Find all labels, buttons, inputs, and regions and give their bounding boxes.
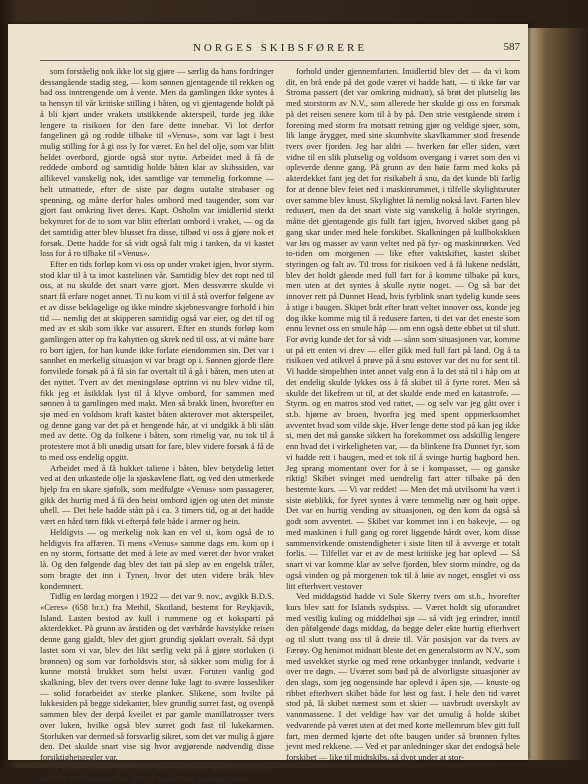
- paragraph: Tidlig en lørdag morgen i 1922 — det var 9. nov., avgikk B.D.S. «Ceres» (658 br.t.) fra Methil, Skotland, bestemt for Reykjavik, Island. Lasten bestod av kull i rummene og et kokspartí på akterdekket. På grunn av årstiden og det værhårde havstykke reisen denne gang gjaldt, blev det gjort grundig sjøklart overalt. Så dypt lastet som vi var, blev det likt særlig vekt på å gjøre storluken (i brønnen) og som var forholdsvis stor, så sikker som mulig for å kunne motstå brukket som helst uvær. Foruten vanlig god skalkning, blev det tvers over denne luke lagt to svære lossesliker — solid forarbeidet av sterke planker. Slikene, som hvilte på lukkesiden på begge sidekanter, blev grundig surret fast, og ovenpå sammen blev der derpå kveilet et par gamle manillatrosser tvers over luken, hvilke også blev surret godt fast til lukekarmen. Storluken var dermed så forsvarlig sikret, som det var mulig å gjøre den. Det skulde snart vise sig hvor avgjørende nødvendig disse forsiktighetsregler var.: [40, 591, 274, 762]
- paragraph: Efter en tids forløp kom vi oss op under vraket igjen, hvor styrm. stod klar til å ta imot kastelinen vår. Samtidig blev det ropt ned til oss, at nu skulde det snart være gjort. Men dessværre skulde vi snart få erfare noget annet. Ti nu kom vi til å stå overfor følgene av et av disse beklagelige og ikke mindre skjebnesvangre forhold i hin tid — nemlig det at skipperen samtidig også var eier, og det til og med av et skib som ikke var assurert. Efter en stunds forløp kom gamlingen atter op fra kahytten og skrek ned til oss, at vi måtte bare ro bort igjen, for han kunde ikke forlate eiendommen sin. Det var i sannhet en merkelig situasjon vi var bragt op i. Sønnen gjorde flere fortvilede forsøk på å få sin far overtalt til å gå i båten, men uten at det nyttet. Tvert av det meningsløse optrinn vi nu blev vidne til, fikk jeg et åsikklak lyst til å klyve ombord, for sammen med sønnen å ta gamlingen med makt. Men så brakk linen, hvorefter en sjø med en voldsom kraft kastet båten akterover mot akterspeilet, og denne gang var det på et hengende hår, at vi undgikk å bli slått med av dette. Og da folkene i båten, som rimelig var, nu tok til å protestere mot å bli unødig utsatt for fare, blev videre forsøk å få de to med oss endelig opgitt.: [40, 258, 274, 462]
- left-column: [40, 66, 274, 784]
- running-title: NORGES SKIBSFØRERE: [192, 42, 368, 54]
- paragraph: Heldigvis — og merkelig nok kan en vel si, kom også de to heldigvis fra affæren. Ti mens «Venus» samme dags em. kom op i en ny storm, fortsatte det med å lete av med været der hvor vraket lå. Og den følgende dag blev det tatt på slep av en engelsk tråler, som bragte det inn i Tynen, hvor det uten videre bråk blev kondemnert.: [40, 526, 274, 591]
- paragraph: som forståelig nok ikke lot sig gjøre — særlig da hans fordringer dessangående stadig steg, — kom sønnen gjentagende til rekken og bad oss inntrengende om å vente. Men da gamlingen ikke syntes å ta hensyn til vår kritiske stilling i båten, og vi gjentagende holdt på å bli kjørt under vrakets utstikkende akterspeil, turde jeg ikke lengere ta risikoen for den fare dette innebar. Vi lot derfor fangelinen gå og rodde tilbake til «Venus», som var lagt i best mulig stilling for å gi oss ly for været. En hel del olje, som var blitt heldet overbord, gjorde også stor nytte. Arbeidet med å få de reddede ombord og samtidig holde båten klar av skibssiden, var allikevel vanskelig nok, idet samtlige var temmelig forkomne — helt utmattede, efter de siste par døgns uutalte strabaser og spenning, og måtte derfor hales ombord med taugender, som var gjort fast omkring livet deres. Kapt. Osholm var imidlertid sterkt bekymret for de to som var blitt efterlatt ombord i vraket, — og da det samtidig atter blev blusset fra disse, tilbød vi oss å gjøre nok et forsøk. Dette hadde for så vidt også falt mig i tanken, da vi kastet loss for å ro tilbake til «Venus».: [40, 66, 274, 259]
- right-column: [286, 66, 520, 762]
- text-columns: [40, 66, 520, 784]
- paragraph: Vi hadde vakkert vær langs hele Skotlands østkyst. Det blev styrt for Pentlandsfjorden, idet vi regnet med gunstige strøm-: [40, 762, 274, 784]
- paragraph: forhold under gjennemfarten. Imidlertid blev det — da vi kom dit, en brå ende på det gode været vi hadde hatt, — ti ikke før var Stroma passert (det var omkring midnatt), så brøt det plutselig løs med storstorm av N.V., som allerede her skulde gi oss en forsmak på det reisen senere kom til å by på. Den strie vestgående strøm i forening med storm fra motsatt retning gjør og veldige sjøer, som, lik lange årygger, med sine skumhvite skavlkammer stod fresende tvers over fjorden. Jeg har aldri — hverken før eller siden, vært vidne til en slik plutselig og voldsom overgang i været som den vi opleverde denne gang. På grunn av den høie farm med koks på akterdekket fant jeg det for risikabelt å snu, da det kunde bli farlig for at denne blev feiet ned i maskinrummet, i tilfelle skylightsruter over samme blev knust. Skylightet lå nemlig nokså lavt. Farten blev redusert, men da det snart viste sig vanskelig å holde styringen, måtte det gjentagende gis fullt fart igjen, hvorved skibet gang på gang skar under med hele forskibet. Skalkningen på kullbokskken var løs og masser av vann veltet ned på fyr- og maskinrørken. Ved to-tiden om morgenen — like efter vaktskiftet, kastet skibet styringen og falt av. Til tross for risikoen ved å få lukene nedslått, blev det holdt gående med full fart for å komme tilbake på kurs, men uten at det syntes å skulle nytte noget. — Og så bar det innover rett på Dunnet Head, hvis fyrblink snart tydelig kunde sees å stige i baugen. Skipet bråt efter bratt veltet innover oss, kunde jeg dog ikke komme mig til å redusere farten, ti det var det eneste som ennu levnet oss en smule håp — om enn også dette ebbet ut til slutt. For øvrig kunde det for så vidt — sånn som situasjonen var, komme ut på ett enten vi drev — eller gikk med full fart på land. Og å ta risikoen ved atikvel å prøve på å snu østover var det nu for sent til. Vi hadde simpelthen intet annet valg enn å la det stå til i håp om at det endelig skulde lykkes oss å få skibet til å fyrte roret. Men så skulde det likefrem ut til, at det skulde ende med en katastrofe. — Styrm. og en matros stod ved rattet, — og selv var jeg gått over i st.b. hjørne av broen, hvorfra jeg med spent oppmerksomhet avventet hvad som vilde skje. Hver lenge dette stod på kan jeg ikke si, men det må ganske sikkert ha forekommet oss adskillig lengere enn hvad det i virkeligheten var, — da blinkene fra Dunnet fyr, som vi hadde rett i baugen, med et tok til å svinge hurtig bagbord hen. Jeg sprang momentant over for å se i kompasset, — og ganske riktig! Skibet svinget med uendrelig fart atter tilbake på den bestemte kurs. — Vi var reddet! — Men det må utvilsomt ha vært i siste øieblikk, for fyret syntes å være temmelig nær og høit oppe. Det var en hurtig vending av situasjonen, og den kom da også så godt som avventet. — Skibet var kommet inn i en bakevje, — og med maskinen i full gang og roret liggende hårdt over, kom disse sammenvirkende omstendigheter i siste liten til å avverge et totalt forlis. — Tilfellet var et av de mest kritiske jeg har oplevd — Så snart vi var komme klar av selve fjorden, blev storm mindre, og da også vinden og på morgenen tok til å løie av noget, ensglet vi oss litt efterhvert vestover: [286, 66, 520, 591]
- book-page-edges: [528, 28, 588, 760]
- paragraph: Ved middagstid hadde vi Sule Skerry tvers om st.b., hvorefter kurs blev satt for Islands sydspiss. — Været holdt sig uforandret med vestlig kuling og middelhøi sjø — så vidt jeg erindrer, inntil den påfølgende dags middag, da begge deler ekte hurtig efterhvert og til slutt tvang oss til å dreie til. Vår posisjon var da tvers av Færøy. Og henimot midnatt bleste det en generalstorm av N.V., som med usvekket styrke og med rene orkanbyger innlandt, vedvarte i over tre døgn. — Uværet som bød på de alvorligste situasjoner av den slags, som jeg nogensinde har oplevd i åpen sjø, — knuste og ribbet efterhvert skibet både for løst og fast. I hele den tid været stod på, lå skibet næmest som et skier — uavbrudt overskylt av vannmassene. I det veldige hav var det umulig å holde skibet vedvarende på været uten at det med korte mellemrum blev gitt full fart, men dermed kjørte det ofte baugen under så brønnen fyltes jevnt med rekkene. — Ved et par anledninger skar det endogså hele forskibet — like til midtskibs, så dypt under at stor-: [286, 591, 520, 762]
- paragraph: Arbeidet med å få hukket taliene i båten, blev betydelig lettet ved at den utkastede olje la sjøskavlene flatt, og ved den utmerkede hjelp fra en skare sjøfolk, som medfulgte «Venus» som passagerer, gikk det hurtig med å få den heist ombord igjen og uten det minste uhell. — Det hele hadde stått på i ca. 3 timers tid, og at det hadde vært en hård tørn fikk vi efterpå føle både i armer og bein.: [40, 462, 274, 527]
- page-number: 587: [503, 41, 520, 53]
- page-header: [40, 40, 520, 61]
